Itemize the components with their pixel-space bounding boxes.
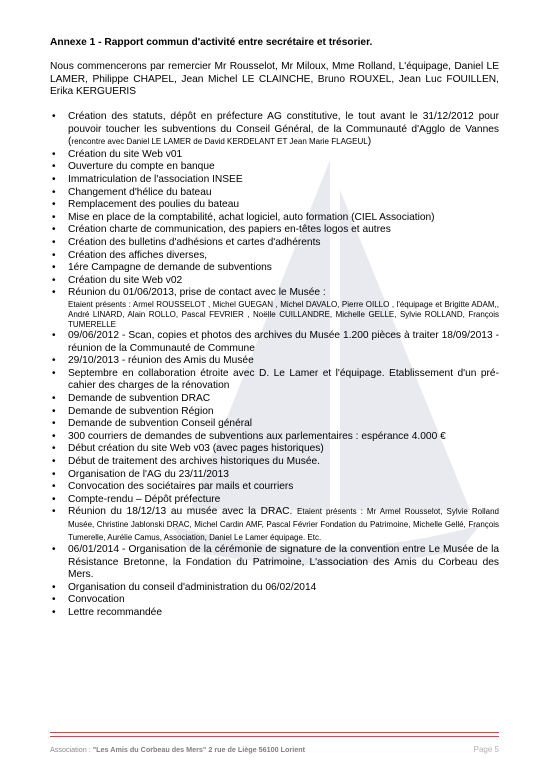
list-item-note: Etaient présents : Mr Armel Rousselot, Sylvie Rolland Musée, Christine Jablonski DRAC, Michel Cardin AMF, Pascal Février Fondation du Patrimoine, Michelle Gellé, François Tumerelle, Aurélie Camus, Association, Daniel Le Lamer équipage. Etc. bbox=[68, 507, 500, 542]
list-item bbox=[50, 544, 499, 582]
list-item-text: Convocation bbox=[68, 594, 125, 606]
page-footer bbox=[50, 745, 499, 754]
footer-divider-thin bbox=[50, 736, 499, 737]
list-item-text: Création des bulletins d'adhésions et cartes d'adhérents bbox=[68, 237, 321, 249]
page-number: Page 5 bbox=[473, 745, 499, 754]
list-item-text: Réunion du 18/12/13 au musée avec la DRAC. bbox=[68, 506, 298, 518]
list-item-text: Mise en place de la comptabilité, achat logiciel, auto formation (CIEL Association) bbox=[68, 211, 435, 223]
list-item bbox=[50, 506, 499, 544]
list-item bbox=[50, 443, 499, 456]
page-title: Annexe 1 - Rapport commun d'activité entre secrétaire et trésorier. bbox=[50, 37, 373, 48]
footer-divider bbox=[50, 732, 499, 733]
list-item bbox=[50, 330, 499, 355]
list-item-text: 09/06/2012 - Scan, copies et photos des archives du Musée 1.200 pièces à traiter 18/09/2013 - réunion de la Communauté de Commune bbox=[68, 330, 499, 354]
list-item-text: Création des affiches diverses, bbox=[68, 249, 208, 261]
list-item-text: 300 courriers de demandes de subventions aux parlementaires : espérance 4.000 € bbox=[68, 430, 446, 442]
list-item-text: Organisation de l'AG du 23/11/2013 bbox=[68, 468, 229, 480]
list-item-text: 29/10/2013 - réunion des Amis du Musée bbox=[68, 355, 254, 367]
list-item-text: Changement d'hélice du bateau bbox=[68, 186, 212, 198]
footer-label: Association : bbox=[50, 745, 93, 754]
list-item bbox=[50, 469, 499, 482]
list-item-text: Convocation des sociétaires par mails et courriers bbox=[68, 481, 294, 493]
footer-association: "Les Amis du Corbeau des Mers" 2 rue de Liège 56100 Lorient bbox=[92, 745, 306, 754]
list-item bbox=[50, 262, 499, 275]
document-page bbox=[50, 36, 499, 620]
list-item bbox=[50, 393, 499, 406]
list-item-text: Réunion du 01/06/2013, prise de contact avec le Musée : bbox=[68, 287, 326, 299]
list-item bbox=[50, 456, 499, 469]
list-item-text: Début création du site Web v03 (avec pages historiques) bbox=[68, 443, 324, 455]
list-item-note: rencontre avec Daniel LE LAMER de David KERDELANT ET Jean Marie FLAGEUL bbox=[71, 137, 368, 147]
list-item-text: Immatriculation de l'association INSEE bbox=[68, 174, 243, 186]
intro-paragraph: Nous commencerons par remercier Mr Rousselot, Mr Miloux, Mme Rolland, L'équipage, Daniel LE LAMER, Philippe CHAPEL, Jean Michel LE CLAINCHE, Bruno ROUXEL, Jean Luc FOUILLEN, Erika KERGUERIS bbox=[50, 61, 499, 98]
list-item-text: Septembre en collaboration étroite avec D. Le Lamer et l'équipage. Etablissement d'un pré-cahier des charges de la rénovation bbox=[68, 367, 499, 392]
list-item-text: Compte-rendu – Dépôt préfecture bbox=[68, 493, 221, 505]
list-item-text: Création du site Web v01 bbox=[68, 148, 183, 160]
list-item bbox=[50, 250, 499, 263]
list-item-text: Demande de subvention Région bbox=[68, 405, 214, 417]
list-item bbox=[50, 287, 499, 330]
list-item bbox=[50, 418, 499, 431]
list-item-text: Création charte de communication, des papiers en-têtes logos et autres bbox=[68, 224, 391, 236]
list-item-text: Lettre recommandée bbox=[68, 607, 163, 619]
activity-list bbox=[50, 111, 499, 620]
list-item bbox=[50, 494, 499, 507]
list-item bbox=[50, 368, 499, 393]
list-item bbox=[50, 111, 499, 149]
list-item-text: Ouverture du compte en banque bbox=[68, 161, 215, 173]
list-item-text: 1ére Campagne de demande de subventions bbox=[68, 262, 272, 274]
list-item bbox=[50, 199, 499, 212]
list-item bbox=[50, 582, 499, 595]
list-item bbox=[50, 149, 499, 162]
list-item bbox=[50, 607, 499, 620]
list-item bbox=[50, 212, 499, 225]
list-item bbox=[50, 406, 499, 419]
list-item-attendees: Etaient présents : Armel ROUSSELOT , Michel GUEGAN , Michel DAVALO, Pierre OILLO , l'équipage et Brigitte ADAM,, André LINARD, Alain ROLLO, Pascal FEVRIER , Noëlle CUILLANDRE, Michelle GELLE, Sylvie ROLLAND, François TUMERELLE bbox=[68, 300, 499, 330]
list-item bbox=[50, 174, 499, 187]
list-item bbox=[50, 187, 499, 200]
list-item bbox=[50, 594, 499, 607]
list-item-text: 06/01/2014 - Organisation de la cérémonie de signature de la convention entre Le Musée de la Résistance Bretonne, la Fondation du Patrimoine, L'association des Amis du Corbeau des Mers. bbox=[68, 544, 499, 581]
list-item-text: Création des statuts, dépôt en préfecture AG constitutive, le tout avant le 31/12/2012 pour pouvoir toucher les subventions du Conseil Général, de la Communauté d'Agglo de Vannes ( bbox=[68, 111, 499, 148]
list-item bbox=[50, 275, 499, 288]
list-item-text: Création du site Web v02 bbox=[68, 274, 183, 286]
list-item bbox=[50, 161, 499, 174]
list-item bbox=[50, 355, 499, 368]
list-item-text: Demande de subvention Conseil général bbox=[68, 418, 253, 430]
list-item-text: Remplacement des poulies du bateau bbox=[68, 199, 240, 211]
list-item-suffix: ) bbox=[367, 136, 372, 148]
list-item bbox=[50, 237, 499, 250]
list-item bbox=[50, 224, 499, 237]
list-item bbox=[50, 431, 499, 444]
list-item-text: Organisation du conseil d'administration du 06/02/2014 bbox=[68, 581, 317, 593]
list-item bbox=[50, 481, 499, 494]
list-item-text: Début de traitement des archives historiques du Musée. bbox=[68, 455, 320, 467]
list-item-text: Demande de subvention DRAC bbox=[68, 392, 211, 404]
